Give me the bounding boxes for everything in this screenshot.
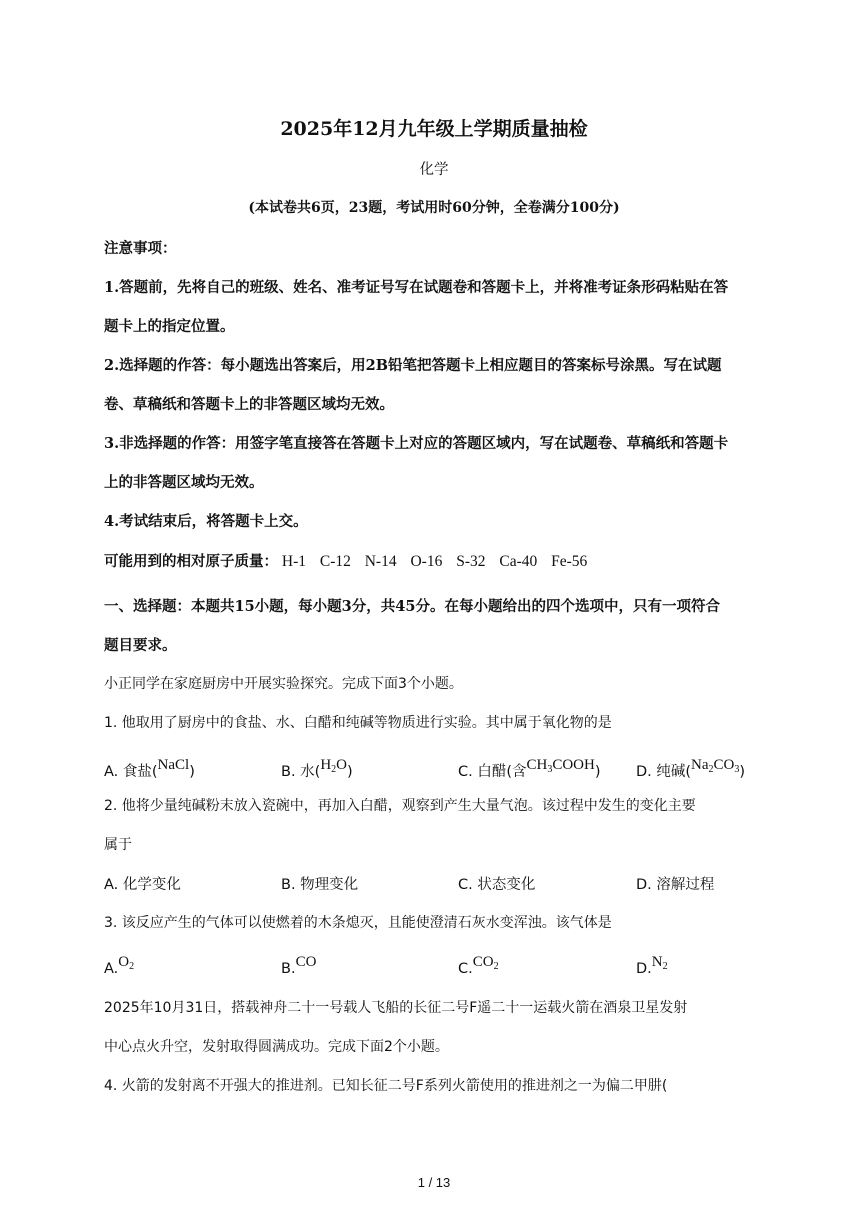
exam-info: (本试卷共6页，23题，考试用时60分钟，全卷满分100分) bbox=[248, 200, 620, 216]
q3-option-a: $A.O_2$ bbox=[104, 954, 135, 977]
element-mass: S-32 bbox=[456, 553, 486, 570]
note-3-line-1: 3.非选择题的作答：用签字笔直接答在答题卡上对应的答题区域内，写在试题卷、草稿纸和答题卡 bbox=[104, 435, 729, 452]
q3-stem: 3. 该反应产生的气体可以使燃着的木条熄灭，且能使澄清石灰水变浑浊。该气体是 bbox=[104, 915, 612, 931]
subject-title: 化学 bbox=[419, 162, 449, 178]
q1-option-a: A. 食盐(NaCl) bbox=[104, 757, 195, 780]
group-intro-2-line-1: 2025年10月31日，搭载神舟二十一号载人飞船的长征二号F遥二十一运载火箭在酒泉卫星发射 bbox=[104, 1000, 688, 1016]
element-mass: H-1 bbox=[281, 553, 306, 570]
group-intro-2-line-2: 中心点火升空，发射取得圆满成功。完成下面2个小题。 bbox=[104, 1039, 449, 1055]
note-4: 4.考试结束后，将答题卡上交。 bbox=[104, 513, 308, 530]
q3-option-d: $D.N_2$ bbox=[636, 954, 668, 977]
q2-option-b: B. 物理变化 bbox=[281, 877, 359, 893]
element-mass: N-14 bbox=[364, 553, 397, 570]
atomic-mass-label: 可能用到的相对原子质量： bbox=[104, 553, 278, 570]
q1-option-d: D. 纯碱$(Na_2CO_3)$ bbox=[636, 757, 746, 780]
q3-option-c: $C.CO_2$ bbox=[458, 954, 499, 977]
q3-option-b: B.CO bbox=[281, 954, 317, 977]
atomic-mass-line bbox=[104, 550, 597, 571]
note-1-line-2: 题卡上的指定位置。 bbox=[104, 318, 235, 335]
page-number: 1 / 13 bbox=[417, 1175, 451, 1190]
q2-option-c: C. 状态变化 bbox=[458, 877, 536, 893]
q1-option-c: C. 白醋(含$CH_3COOH$) bbox=[458, 757, 601, 780]
q1-option-b: B. 水$(H_2O)$ bbox=[281, 757, 353, 780]
q2-option-d: D. 溶解过程 bbox=[636, 877, 715, 893]
exam-title: 2025年12月九年级上学期质量抽检 bbox=[280, 118, 588, 140]
q2-stem-line-2: 属于 bbox=[104, 837, 132, 853]
element-mass: Ca-40 bbox=[499, 553, 538, 570]
q1-stem: 1. 他取用了厨房中的食盐、水、白醋和纯碱等物质进行实验。其中属于氧化物的是 bbox=[104, 715, 612, 731]
element-mass: Fe-56 bbox=[551, 553, 588, 570]
notes-heading: 注意事项： bbox=[104, 240, 177, 257]
note-3-line-2: 上的非答题区域均无效。 bbox=[104, 474, 264, 491]
element-mass: O-16 bbox=[410, 553, 443, 570]
note-1-line-1: 1.答题前，先将自己的班级、姓名、准考证号写在试题卷和答题卡上，并将准考证条形码粘贴在答 bbox=[104, 279, 729, 296]
note-2-line-2: 卷、草稿纸和答题卡上的非答题区域均无效。 bbox=[104, 396, 394, 413]
q2-option-a: A. 化学变化 bbox=[104, 877, 181, 893]
group-intro-1: 小正同学在家庭厨房中开展实验探究。完成下面3个小题。 bbox=[104, 676, 463, 692]
section1-heading-line-2: 题目要求。 bbox=[104, 637, 177, 654]
element-mass: C-12 bbox=[319, 553, 351, 570]
note-2-line-1: 2.选择题的作答：每小题选出答案后，用2B铅笔把答题卡上相应题目的答案标号涂黑。写在试题 bbox=[104, 357, 722, 374]
section1-heading-line-1: 一、选择题：本题共15小题，每小题3分，共45分。在每小题给出的四个选项中，只有一项符合 bbox=[104, 598, 720, 615]
q4-stem: 4. 火箭的发射离不开强大的推进剂。已知长征二号F系列火箭使用的推进剂之一为偏二甲肼( bbox=[104, 1078, 668, 1094]
q2-stem-line-1: 2. 他将少量纯碱粉末放入瓷碗中，再加入白醋，观察到产生大量气泡。该过程中发生的变化主要 bbox=[104, 798, 696, 814]
